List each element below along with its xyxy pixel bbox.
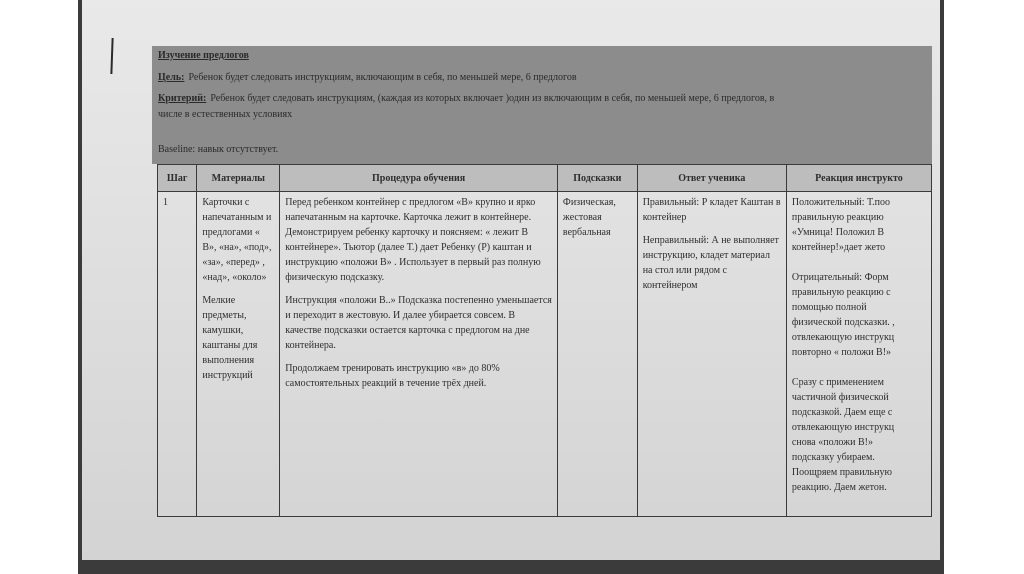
reaction-line — [792, 360, 926, 375]
procedure-cell — [280, 192, 558, 517]
reaction-line: Сразу с применением — [791, 377, 884, 388]
goal-label: Цель: — [158, 72, 185, 83]
reaction-line: Положительный: Т.поо — [791, 197, 891, 208]
document-title: Изучение предлогов — [158, 50, 249, 61]
reaction-cell — [786, 192, 931, 517]
reaction-line: повторно « положи В!» — [791, 347, 892, 358]
reaction-line: контейнер!»дает жето — [791, 242, 886, 253]
table-row — [158, 192, 932, 517]
hints-cell: Физическая, жестовая вербальная — [557, 192, 637, 517]
reaction-line: подсказкой. Даем еще с — [791, 407, 893, 418]
reaction-line: Поощряем правильную — [791, 467, 892, 478]
reaction-line: помощью полной — [791, 302, 867, 313]
reaction-line: отвлекающую инструкц — [791, 422, 895, 433]
answer-correct: Правильный: Р кладет Каштан в контейнер — [642, 197, 781, 223]
column-header-procedure: Процедура обучения — [280, 165, 558, 192]
header-block — [152, 46, 932, 164]
reaction-line: правильную реакцию с — [791, 287, 891, 298]
procedure-paragraph: Продолжаем тренировать инструкцию «в» до 80% самостоятельных реакций в течение трёх дней. — [285, 363, 500, 389]
reaction-line: подсказку убираем. — [791, 452, 875, 463]
goal-line — [158, 72, 577, 83]
materials-cards: Карточки с напечатанным и предлогами « В», «на», «под», «за», «перед» , «над», «около» — [202, 197, 272, 283]
criterion-text-continued: числе в естественных условиях — [158, 109, 293, 120]
procedure-paragraph: Перед ребенком контейнер с предлогом «В» крупно и ярко напечатанным на карточке. Карточка лежит в контейнере. Демонстрируем ребенку карточку и поясняем: « лежит В контейнере». Тьютор (далее Т.) дает Ребенку (Р) каштан и инструкцию «положи В» . Использует в первый раз полную физическую подсказку. — [285, 197, 541, 283]
procedure-table — [157, 164, 932, 517]
criterion-text: Ребенок будет следовать инструкциям, (каждая из которых включает )один из включающим в себя, по меньшей мере, 6 предлогов, в — [210, 93, 775, 104]
goal-text: Ребенок будет следовать инструкциям, включающим в себя, по меньшей мере, 6 предлогов — [188, 72, 577, 83]
reaction-line: Отрицательный: Форм — [791, 272, 889, 283]
column-header-reaction: Реакция инструкто — [786, 165, 931, 192]
baseline-line: Baseline: навык отсутствует. — [158, 144, 279, 155]
column-header-step: Шаг — [158, 165, 197, 192]
criterion-line — [158, 93, 774, 104]
table-header-row — [158, 165, 932, 192]
reaction-line: «Умница! Положил В — [791, 227, 885, 238]
reaction-line: физической подсказки. , — [791, 317, 895, 328]
procedure-paragraph: Инструкция «положи В..» Подсказка постепенно уменьшается и переходит в жестовую. И далее убирается совсем. В качестве подсказки остается карточка с предлогом на дне контейнера. — [285, 295, 552, 351]
reaction-line: правильную реакцию — [791, 212, 884, 223]
reaction-line: частичной физической — [791, 392, 889, 403]
reaction-line: отвлекающую инструкц — [791, 332, 895, 343]
reaction-line — [792, 255, 926, 270]
step-cell: 1 — [158, 192, 197, 517]
answer-cell — [637, 192, 786, 517]
materials-objects: Мелкие предметы, камушки, каштаны для выполнения инструкций — [202, 295, 258, 381]
reaction-line: снова «положи В!» — [791, 437, 873, 448]
column-header-answer: Ответ ученика — [637, 165, 786, 192]
criterion-label: Критерий: — [158, 93, 207, 104]
column-header-hints: Подсказки — [557, 165, 637, 192]
answer-incorrect: Неправильный: А не выполняет инструкцию, кладет материал на стол или рядом с контейнером — [642, 235, 779, 291]
column-header-materials: Материалы — [197, 165, 280, 192]
reaction-line: реакцию. Даем жетон. — [791, 482, 887, 493]
materials-cell — [197, 192, 280, 517]
